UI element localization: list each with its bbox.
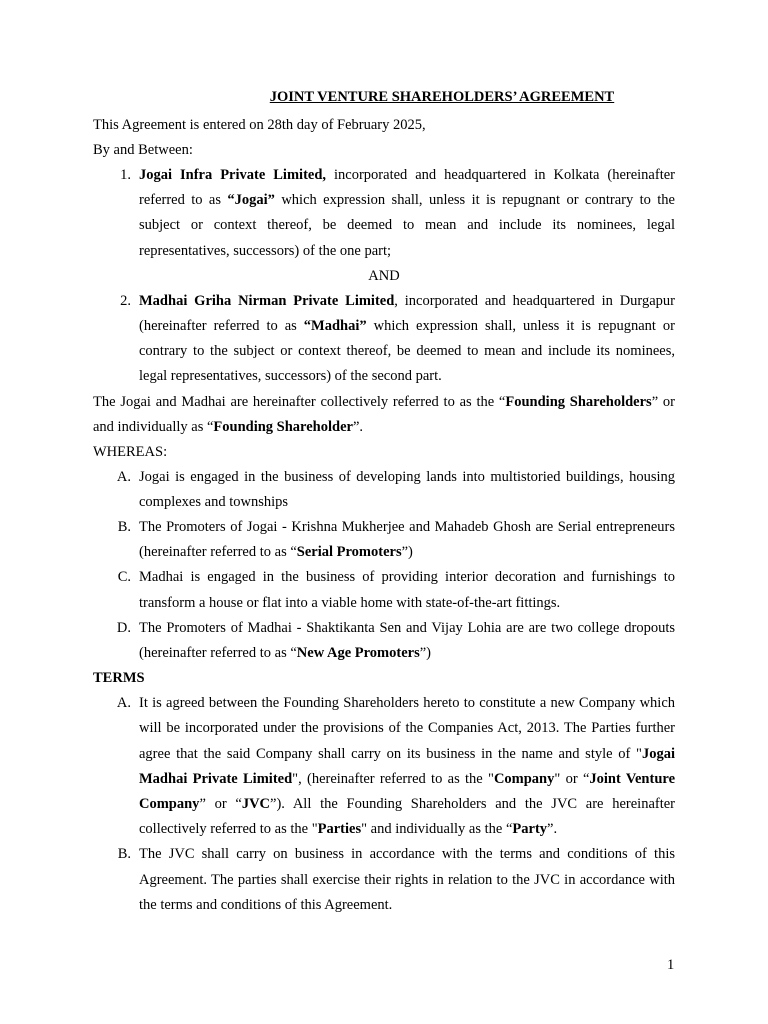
whereas-item-a: A. Jogai is engaged in the business of developing lands into multistoried buildings, housing complexes and townships	[116, 468, 675, 510]
party-1	[93, 163, 675, 264]
whereas-item-d: D. The Promoters of Madhai - Shaktikanta Sen and Vijay Lohia are are two college dropouts (hereinafter referred to as “New Age Promoters”)	[116, 619, 675, 662]
party-1-number: 1.	[120, 167, 131, 183]
collective-definition: The Jogai and Madhai are hereinafter collectively referred to as the “Founding Shareholders” or and individually as “Founding Shareholder”.	[93, 393, 675, 435]
document-body	[93, 87, 675, 918]
whereas-item-c: C. Madhai is engaged in the business of providing interior decoration and furnishings to transform a house or flat into a viable home with state-of-the-art fittings.	[117, 569, 675, 611]
party-1-name: Jogai Infra Private Limited,	[139, 167, 327, 183]
party-2-number: 2.	[120, 292, 131, 309]
party-2-text: Madhai Griha Nirman Private Limited, incorporated and headquartered in Durgapur (hereinafter referred to as “Madhai” which expression shall, unless it is repugnant or contrary to the subject or context thereof, be deemed to mean and include its nominees, legal representatives, successors) of the second part.	[139, 292, 676, 385]
whereas-item-b: B. The Promoters of Jogai - Krishna Mukherjee and Mahadeb Ghosh are Serial entrepreneurs (hereinafter referred to as “Serial Promoters”)	[117, 519, 675, 561]
party-2	[93, 289, 675, 390]
terms-item-b: B. The JVC shall carry on business in accordance with the terms and conditions of this Agreement. The parties shall exercise their rights in relation to the JVC in accordance with the terms and conditions of this Agreement.	[117, 846, 675, 913]
whereas-heading: WHEREAS:	[93, 443, 168, 460]
party-2-name: Madhai Griha Nirman Private Limited	[139, 292, 395, 309]
party-1-text: Jogai Infra Private Limited, incorporated and headquartered in Kolkata (hereinafter referred to as “Jogai” which expression shall, unless it is repugnant or contrary to the subject or context thereof, be deemed to mean and include its nominees, legal representatives, successors) of the one part;	[139, 167, 675, 259]
document-title: JOINT VENTURE SHAREHOLDERS’ AGREEMENT	[269, 89, 615, 105]
party-1-alias: “Jogai”	[227, 192, 275, 209]
page-number: 1	[667, 957, 675, 973]
terms-item-a: A. It is agreed between the Founding Shareholders hereto to constitute a new Company which will be incorporated under the provisions of the Companies Act, 2013. The Parties further agree that the said Company shall carry on its business in the name and style of "Jogai Madhai Private Limited", (hereinafter referred to as the "Company" or “Joint Venture Company” or “JVC”). All the Founding Shareholders and the JVC are hereinafter collectively referred to as the "Parties" and individually as the “Party”.	[116, 695, 675, 838]
and-separator: AND	[368, 267, 400, 284]
intro-line: This Agreement is entered on 28th day of February 2025,	[93, 117, 426, 133]
party-2-alias: “Madhai”	[303, 318, 367, 335]
by-between-line: By and Between:	[93, 142, 193, 158]
terms-heading: TERMS	[93, 670, 145, 687]
